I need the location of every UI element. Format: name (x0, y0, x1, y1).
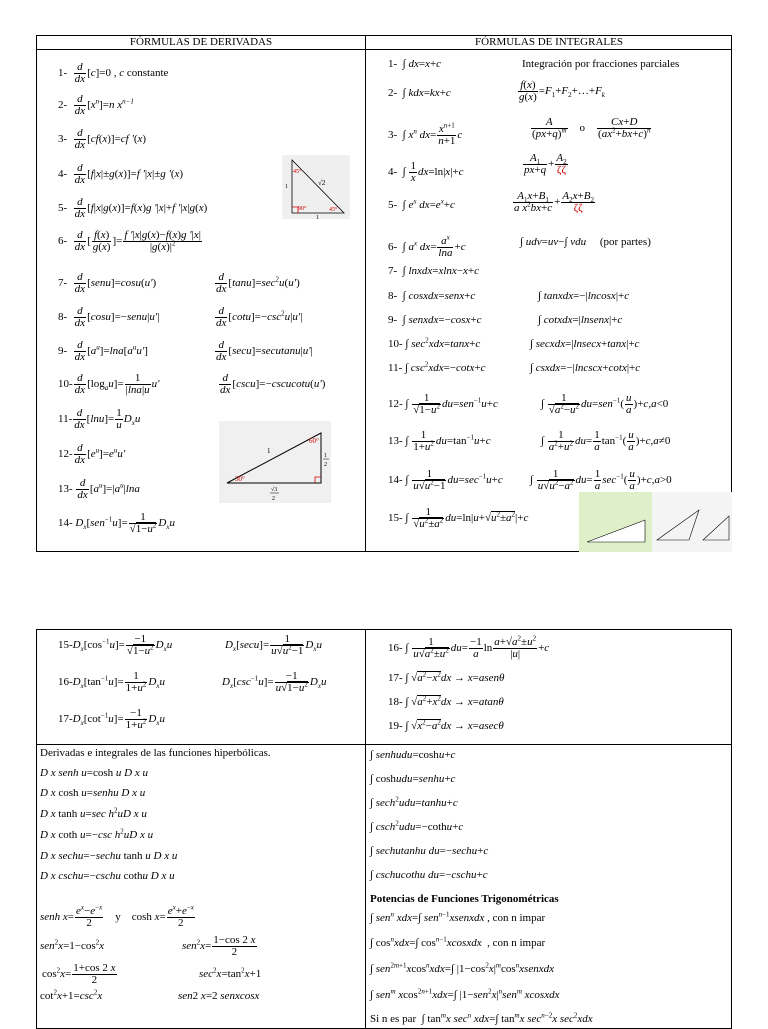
hyp-d4: D x coth u=−csc $h^2uD$ x u (40, 827, 154, 841)
hyp-d5: D x sechu=−sechu tanh u D x u (40, 850, 178, 862)
integ-4: 4- ∫ $\frac{1}{x}$ dx=ln|x|+c (388, 160, 464, 184)
deriv-15: $15-D_x[\cos^{-1}u]=$ $\frac{-1}{√1-u^2}$ $D_xu$ (58, 633, 173, 657)
integ-19: 19- ∫ $√x^2-a^2dx \to x=asec\theta$ (388, 718, 504, 732)
integ-12b: ∫ $\frac{1}{√a^2-u^2}$ du=sen$^{-1}$( $\frac{u}{a}$ )+c,a<0 (541, 392, 669, 416)
integ-13: 13- ∫ $\frac{1}{1+u^2}$ $du=\tan^{-1}u+c$ (388, 429, 491, 453)
tri1-angle-br: 45° (329, 207, 338, 213)
hyp-i5: ∫ sechutanhu du=−sechu+c (370, 845, 489, 857)
deriv-tan: $\frac{d}{dx}$ $[\tan u]=\sec^2u(u')$ (216, 271, 300, 295)
ident-cos2-half: $\cos^2x=$ $\frac{1+\cos 2 x}{2}$ (42, 962, 116, 986)
pot-2: ∫ $\cos^nxdx=\int$ $\cos^{n-1}xcosxdx$ , con n impar (370, 935, 546, 949)
tri1-hyp: √2 (318, 179, 326, 187)
pot-3: ∫ sen$^{2m+1}$xcos$^n$xdx=∫ $|1-\cos^2x|^m\cos^nxsenxdx$ (370, 961, 554, 975)
deriv-cot: $\frac{d}{dx}$ $[\cot u]=-\csc^2u|u'|$ (216, 305, 303, 329)
hyp-i4: ∫ csch$^2$udu=−cothu+c (370, 819, 464, 833)
substitution-triangles (579, 492, 732, 552)
integ-13b: ∫ $\frac{1}{a^2+u^2}$ du= $\frac{1}{a}$ $\tan^{-1}$( $\frac{u}{a}$ )+c,a≠0 (541, 429, 671, 453)
pot-1: ∫ sen$^n$ xdx=∫ sen$^{n-1}$xsenxdx , con n impar (370, 910, 546, 924)
ident-sen2-half: sen$^2$x= $\frac{1-\cos 2 x}{2}$ (182, 934, 256, 958)
integ-16: 16- ∫ $\frac{1}{u√a^2\pm u^2}$ du= $\frac{-1}{a}$ ln $\frac{a+√a^2\pm u^2}{|u|}$ +c (388, 634, 550, 660)
tri1-angle-top: 45° (293, 169, 302, 175)
hyp-i3: ∫ sech$^2$udu=tanhu+c (370, 795, 458, 809)
tri2-angle-bl: 30° (235, 475, 245, 483)
hyp-d2: D x cosh u=senhu D x u (40, 787, 146, 799)
partial-fraction-linear: $\frac{A}{(px+q)^m}$ o $\frac{Cx+D}{(ax^2+bx+c)^n}$ (532, 116, 651, 140)
triangle-45-diagram (282, 155, 350, 219)
hyp-i6: ∫ cschucothu du=−cschu+c (370, 869, 488, 881)
pot-5: Si n es par ∫ $\tan^mx$ $\sec^n xdx=\int$ $\tan^mx$ $\sec^{n-2}x$ $\sec^2xdx$ (370, 1011, 593, 1025)
deriv-10: 10- $\frac{d}{dx}$ $[\log_au]=$ $\frac{1}{|\ln a|u}$ u' (58, 372, 160, 396)
integ-10: 10- ∫ $\sec^2xdx=\tan x+c$ (388, 336, 481, 350)
integ-5: 5- ∫ $e^x$ $dx=e^x+c$ (388, 197, 455, 211)
integ-partes: ∫ udv=uv−∫ vdu (por partes) (520, 236, 651, 248)
hyp-i2: ∫ coshudu=senhu+c (370, 773, 456, 785)
triangle-30-60-diagram (219, 421, 331, 503)
pot-1-note: , con n impar (487, 912, 546, 924)
integ-14: 14- ∫ $\frac{1}{u√u^2-1}$ $du=\sec^{-1}u+c$ (388, 468, 503, 492)
pot-4: ∫ sen$^m$ xcos$^{2n+1}$xdx=∫ $|1-sen^2x|^nsen^m$ xcosxdx (370, 987, 560, 1001)
tri2-angle-top: 60° (309, 437, 319, 445)
deriv-14: 14- $D_x[sen^{-1}u]=$ $\frac{1}{√1-u^2}$ $D_xu$ (58, 511, 175, 535)
integ-3: 3- ∫ $x^n$ dx= $\frac{x^{n+1}}{n+1}$ c (388, 121, 463, 147)
integ-6: 6- ∫ $a^x$ dx= $\frac{a^x}{\ln a}$ +c (388, 233, 466, 259)
ident-sec2: $\sec^2x=\tan^2x+1$ (199, 966, 262, 980)
integ-cot: ∫ cotxdx=|lnsenx|+c (538, 314, 623, 326)
pot-2-note: , con n impar (487, 937, 546, 949)
integ-17: 17- ∫ $√a^2-x^2dx$ → x=asenθ (388, 670, 505, 684)
deriv-16b: $D_x[\csc^{-1}u]=$ $\frac{-1}{u√1-u^2}$ $D_xu$ (222, 670, 327, 694)
column-divider-2 (365, 630, 366, 1028)
integ-14b: ∫ $\frac{1}{u√u^2-a^2}$ du= $\frac{1}{a}$ $\sec^{-1}$( $\frac{u}{a}$ )+c,a>0 (530, 468, 672, 492)
deriv-11: 11- $\frac{d}{dx}$ [lnu]= $\frac{1}{u}$ $D_xu$ (58, 407, 141, 431)
tri2-side-den: 2 (324, 462, 327, 468)
deriv-1: 1- $\frac{d}{dx}$ [c]=0 , c constante (58, 61, 169, 85)
integ-tan: ∫ tanxdx=−|lncosx|+c (538, 290, 630, 302)
hyp-def: senh x= $\frac{e^x-e^{-x}}{2}$ y cosh x= $\frac{e^x+e^{-x}}{2}$ (40, 903, 194, 929)
integ-1: 1- ∫ dx=x+c (388, 58, 442, 70)
deriv-3: 3- $\frac{d}{dx}$ [cf(x)]=cf '(x) (58, 127, 147, 151)
ident-cot2: $\cot^2x+1=\csc^2x$ (40, 988, 103, 1002)
column-divider (365, 36, 366, 551)
header-integrales: FÓRMULAS DE INTEGRALES (475, 36, 623, 48)
integ-sec: ∫ secxdx=|lnsecx+tanx|+c (530, 338, 640, 350)
integ-partes-label: (por partes) (599, 236, 651, 248)
integ-csc: ∫ csxdx=−|lncscx+cotx|+c (530, 362, 641, 374)
deriv-12: 12- $\frac{d}{dx}$ $[e^u]=e^uu'$ (58, 442, 126, 466)
hyp-d1: D x senh u=cosh u D x u (40, 767, 148, 779)
tri1-left: 1 (285, 184, 288, 190)
tri1-right-angle: 90° (298, 206, 307, 212)
tri2-hyp: 1 (267, 447, 271, 455)
integ-18: 18- ∫ $√a^2+x^2dx \to x=atan\theta$ (388, 694, 504, 708)
deriv-4: 4- $\frac{d}{dx}$ [f|x|±g(x)]=f '|x|±g '(x) (58, 162, 184, 186)
partial-fractions-formula: $\frac{f(x)}{g(x)}$ $=F_1+F_2+\dots+F_k$ (519, 79, 605, 103)
tri2-side-num: 1 (324, 453, 327, 459)
deriv-sec: $\frac{d}{dx}$ [secu]=secutanu|u'| (216, 339, 313, 363)
tri2-base-num: √3 (271, 487, 278, 493)
deriv-2: 2- $\frac{d}{dx}$ $[x^n]=n$ $x^{n-1}$ (58, 93, 134, 117)
integ-fracciones-title: Integración por fracciones parciales (522, 58, 680, 70)
header-derivadas: FÓRMULAS DE DERIVADAS (129, 36, 273, 48)
deriv-15b: $D_x[\sec u]=$ $\frac{1}{u√u^2-1}$ $D_xu$ (225, 633, 322, 657)
deriv-9: 9- $\frac{d}{dx}$ $[a^u]=\ln a[a^uu']$ (58, 339, 148, 363)
hyp-d3: D x tanh u=sec $h^2uD$ x u (40, 806, 147, 820)
pot-5-prefix: Si n es par (370, 1013, 417, 1025)
partial-fraction-sum-1: $\frac{A_1}{px+q}$ + $\frac{A_2}{\zeta\zeta}$ (524, 152, 567, 176)
tri2-base-den: 2 (272, 496, 275, 502)
deriv-13: 13- $\frac{d}{dx}$ $[a^u]=|a^u|\ln a$ (58, 477, 140, 501)
deriv-16: $16-D_x[\tan^{-1}u]=$ $\frac{1}{1+u^2}$ $D_xu$ (58, 670, 165, 694)
deriv-7: 7- $\frac{d}{dx}$ [senu]=cosu(u') (58, 271, 157, 295)
partial-fraction-sum-2: $\frac{A_1x+B_1}{a x^2bx+c}$ + $\frac{A_2x+B_2}{\zeta\zeta}$ (514, 190, 594, 214)
deriv-17: $17-D_x[\cot^{-1}u]=$ $\frac{-1}{1+u^2}$ $D_xu$ (58, 707, 165, 731)
hyp-title: Derivadas e integrales de las funciones hiperbólicas. (40, 747, 271, 759)
deriv-8: 8- $\frac{d}{dx}$ [cosu]=−senu|u'| (58, 305, 160, 329)
deriv-6: 6- $\frac{d}{dx}$ [ $\frac{f(x)}{g(x)}$ ]= $\frac{f '|x|g(x)-f(x)g '|x|}{|g(x)|^2}$ (58, 229, 201, 253)
potencias-title: Potencias de Funciones Trigonométricas (370, 893, 559, 905)
hyp-d6: D x cschu=−cschu cothu D x u (40, 870, 175, 882)
integ-8: 8- ∫ cosxdx=senx+c (388, 290, 476, 302)
ident-sen2x: sen2 x=2 senxcosx (178, 990, 260, 1002)
section-divider (37, 744, 731, 745)
deriv-5: 5- $\frac{d}{dx}$ [f|x|g(x)]=f(x)g '|x|+f '|x|g(x) (58, 196, 208, 220)
integ-11: 11- ∫ $\csc^2xdx=-\cot x+c$ (388, 360, 486, 374)
integ-12: 12- ∫ $\frac{1}{√1-u^2}$ du=sen$^{-1}$u+c (388, 392, 498, 416)
integ-9: 9- ∫ senxdx=−cosx+c (388, 314, 482, 326)
integ-7: 7- ∫ lnxdx=xlnx−x+c (388, 265, 480, 277)
tri1-base: 1 (316, 215, 319, 219)
hyp-i1: ∫ senhudu=coshu+c (370, 749, 456, 761)
integ-15: 15- ∫ $\frac{1}{√u^2\pm a^2}$ $du=\ln|u+√u^2\pm a^2|+c$ (388, 506, 529, 530)
ident-sen2: $sen^2x=1-\cos^2x$ (40, 938, 105, 952)
header-divider (37, 49, 731, 50)
deriv-csc: $\frac{d}{dx}$ [cscu]=−cscucotu(u') (220, 372, 326, 396)
integ-2: 2- ∫ kdx=kx+c (388, 87, 451, 99)
